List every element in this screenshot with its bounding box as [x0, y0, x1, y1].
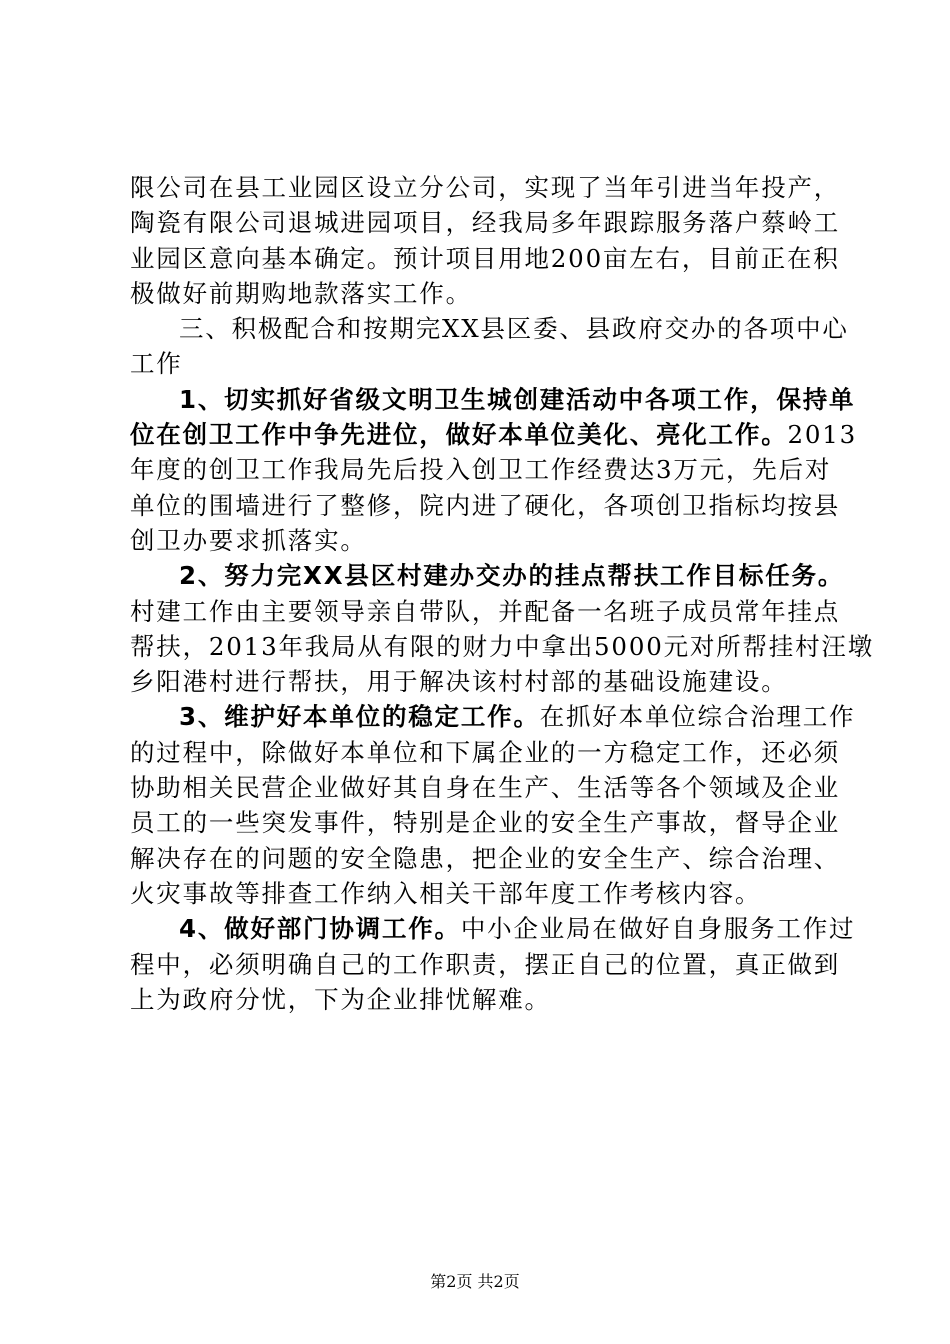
text-line: 极做好前期购地款落实工作。	[130, 278, 472, 308]
text-line: 程中，必须明确自己的工作职责，摆正自己的位置，真正做到	[130, 949, 841, 979]
text-line: 业园区意向基本确定。预计项目用地200亩左右，目前正在积	[130, 243, 840, 273]
body-text	[130, 170, 874, 1017]
text-line: 的过程中，除做好本单位和下属企业的一方稳定工作，还必须	[130, 737, 841, 767]
section-heading-line: 三、积极配合和按期完XX县区委、县政府交办的各项中心	[179, 314, 849, 344]
item-2-heading-line: 2、努力完XX县区村建办交办的挂点帮扶工作目标任务。	[179, 561, 845, 591]
text-line: 火灾事故等排查工作纳入相关干部年度工作考核内容。	[130, 878, 762, 908]
item-1-heading-line: 1、切实抓好省级文明卫生城创建活动中各项工作，保持单	[179, 384, 856, 414]
item-3-heading-line: 3、维护好本单位的稳定工作。在抓好本单位综合治理工作	[179, 702, 856, 732]
text-line: 单位的围墙进行了整修，院内进了硬化，各项创卫指标均按县	[130, 490, 841, 520]
text-line: 年度的创卫工作我局先后投入创卫工作经费达3万元，先后对	[130, 455, 832, 485]
page-footer: 第2页 共2页	[430, 1272, 520, 1291]
text-line: 协助相关民营企业做好其自身在生产、生活等各个领域及企业	[130, 773, 841, 803]
item-1-heading-line: 位在创卫工作中争先进位，做好本单位美化、亮化工作。2013	[130, 420, 858, 450]
text-line: 解决存在的问题的安全隐患，把企业的安全生产、综合治理、	[130, 843, 841, 873]
section-heading-line: 工作	[130, 349, 183, 379]
text-line: 村建工作由主要领导亲自带队，并配备一名班子成员常年挂点	[130, 596, 841, 626]
text-line: 帮扶，2013年我局从有限的财力中拿出5000元对所帮挂村汪墩	[130, 631, 874, 661]
item-4-heading-line: 4、做好部门协调工作。中小企业局在做好自身服务工作过	[179, 914, 856, 944]
text-line: 陶瓷有限公司退城进园项目，经我局多年跟踪服务落户蔡岭工	[130, 208, 841, 238]
text-line: 限公司在县工业园区设立分公司，实现了当年引进当年投产，	[130, 173, 841, 202]
text-line: 上为政府分忧，下为企业排忧解难。	[130, 984, 551, 1014]
text-line: 员工的一些突发事件，特别是企业的安全生产事故，督导企业	[130, 808, 841, 838]
text-line: 乡阳港村进行帮扶，用于解决该村村部的基础设施建设。	[130, 667, 788, 697]
text-line: 创卫办要求抓落实。	[130, 525, 367, 555]
